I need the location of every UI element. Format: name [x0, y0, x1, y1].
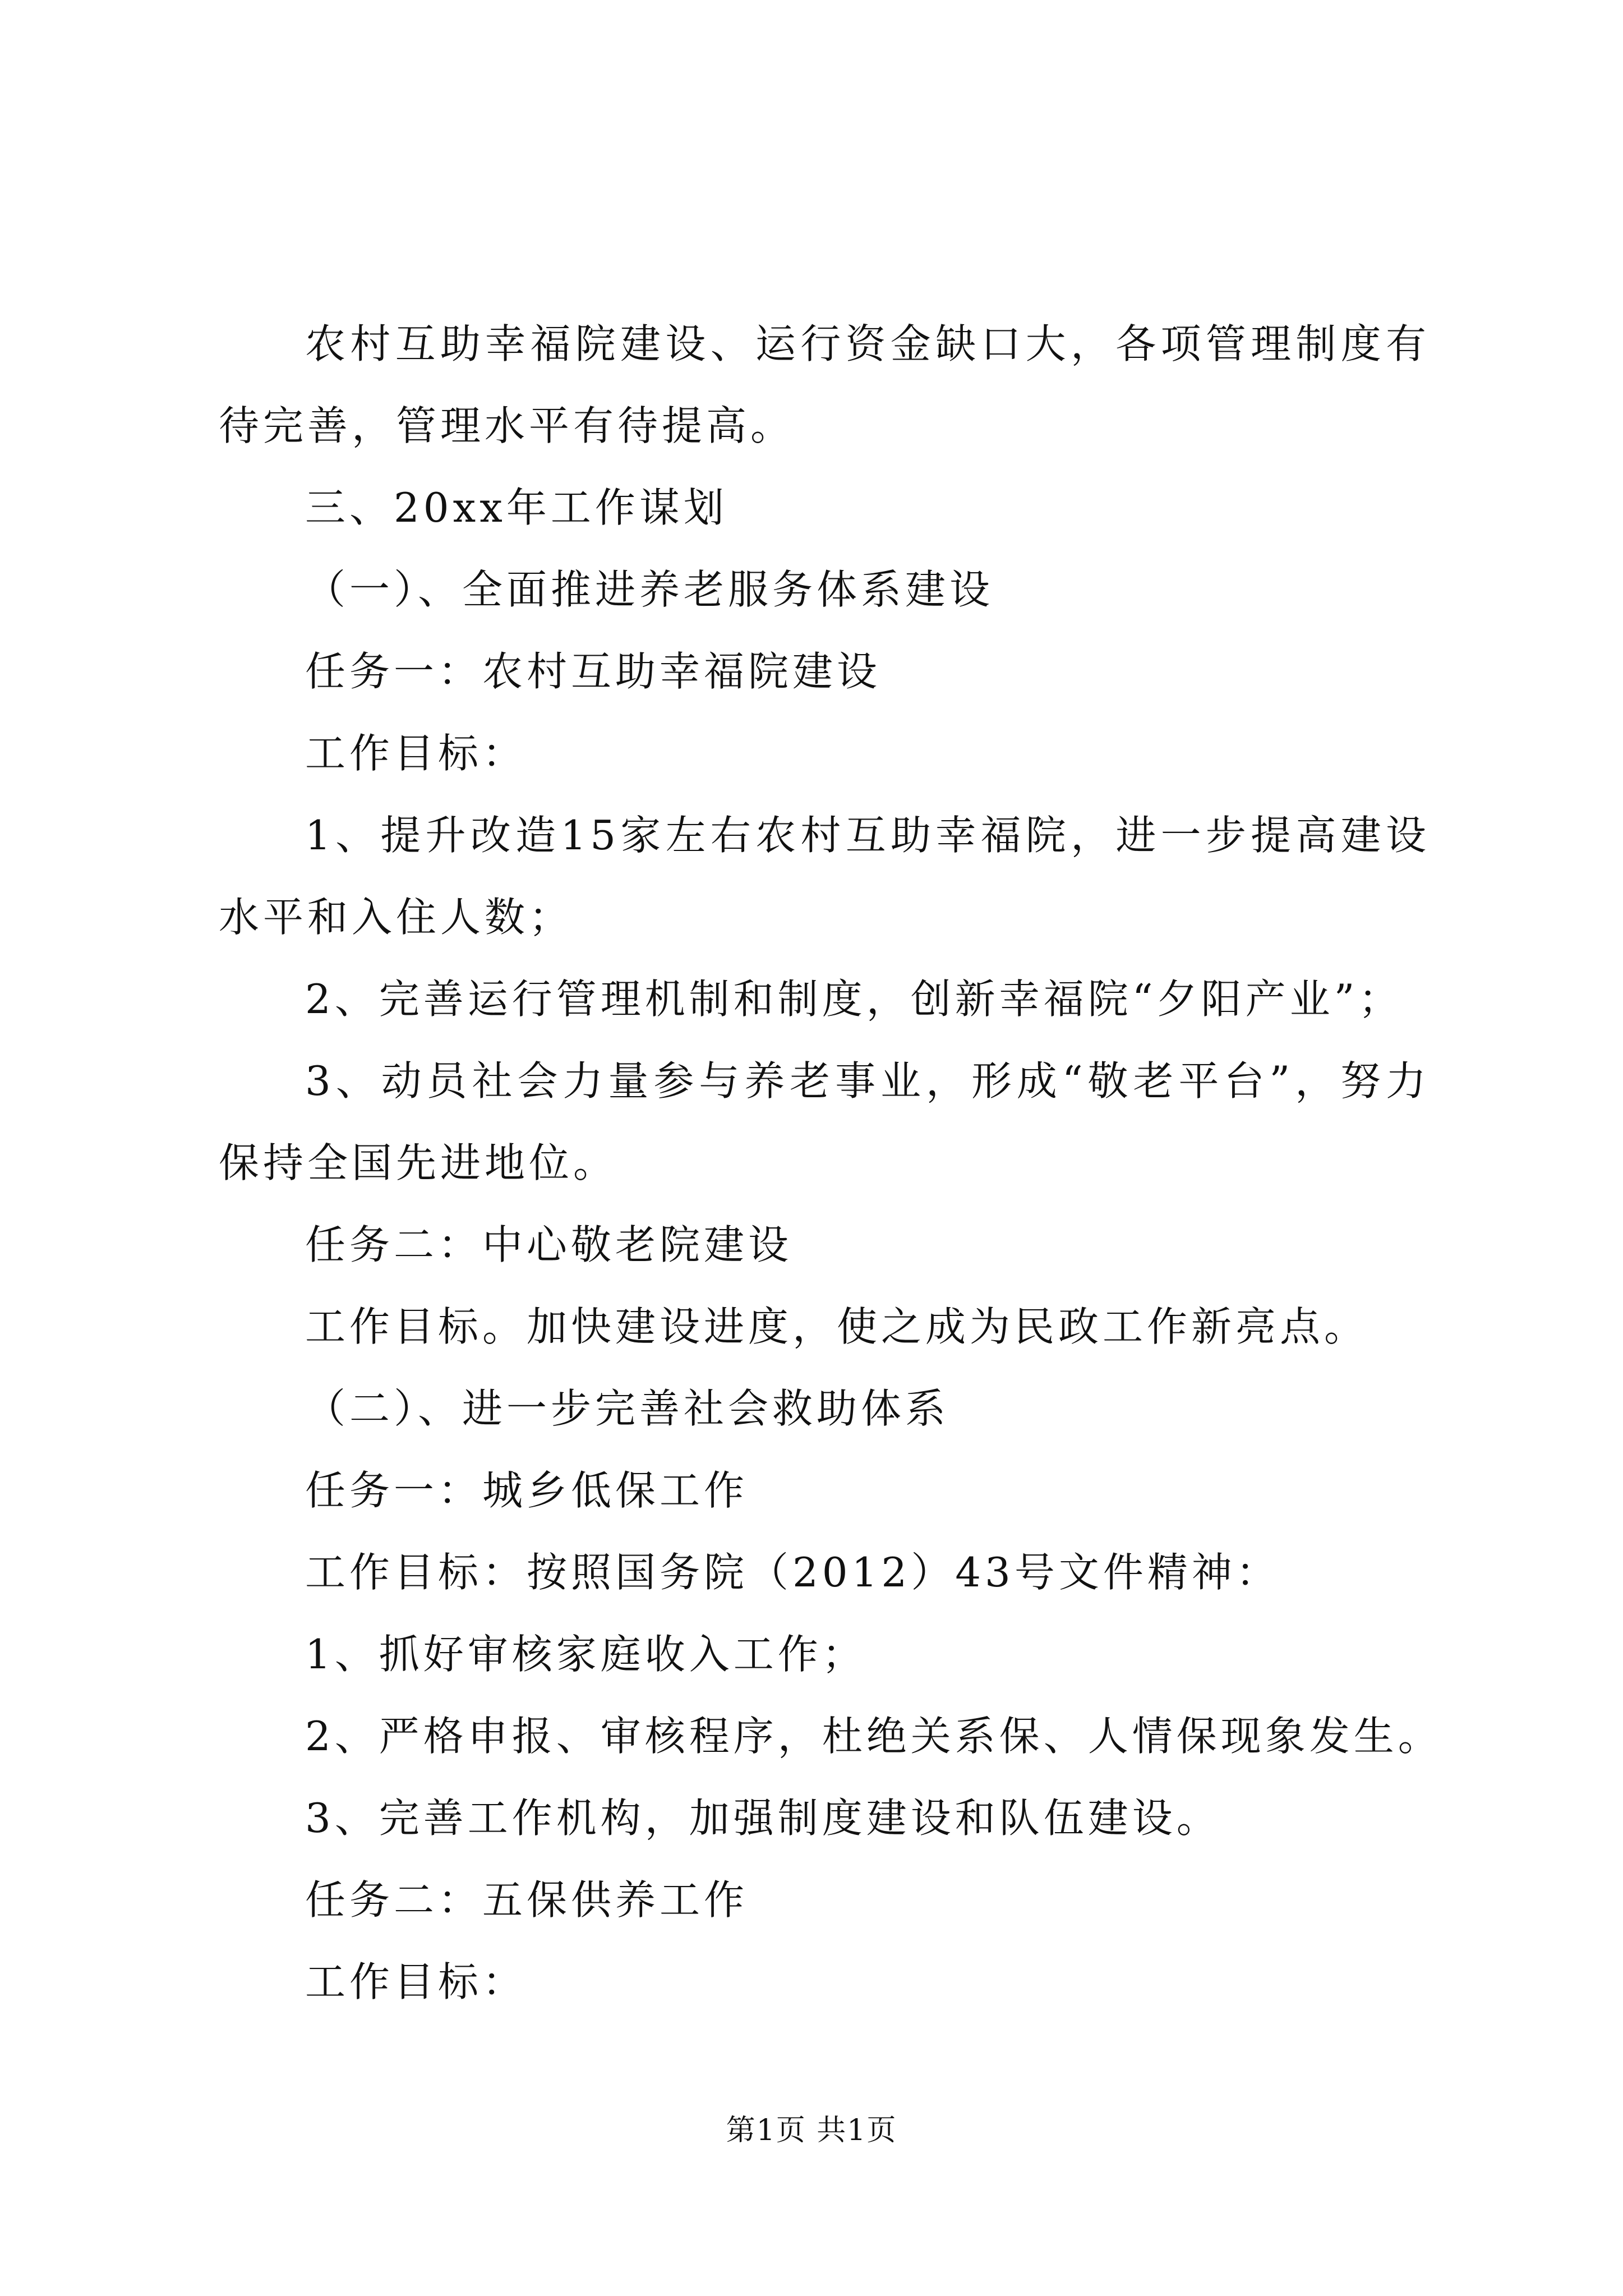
work-goal-nursing-home: 工作目标。加快建设进度，使之成为民政工作新亮点。 [305, 1303, 1369, 1350]
task-heading-minimum-living: 任务一：城乡低保工作 [305, 1467, 749, 1514]
paragraph-funding-gap: 农村互助幸福院建设、运行资金缺口大，各项管理制度有待完善，管理水平有待提高。 [219, 320, 1430, 449]
subsection-heading-elderly-care: （一）、全面推进养老服务体系建设 [305, 566, 994, 613]
goal-item-2: 2、完善运行管理机制和制度，创新幸福院“夕阳产业”； [305, 976, 1403, 1023]
document-body [219, 303, 1442, 2023]
work-goal-label: 工作目标： [305, 730, 527, 777]
task-heading-nursing-home: 任务二：中心敬老院建设 [305, 1221, 793, 1268]
page-footer: 第1页 共1页 [726, 2114, 897, 2147]
subsection-heading-social-assistance: （二）、进一步完善社会救助体系 [305, 1385, 950, 1432]
task-heading-five-guarantees: 任务二：五保供养工作 [305, 1876, 749, 1924]
work-goal-state-council: 工作目标：按照国务院（2012）43号文件精神： [305, 1549, 1280, 1596]
goal-item-1: 1、提升改造15家左右农村互助幸福院，进一步提高建设水平和入住人数； [219, 812, 1430, 941]
goal-item-3: 3、动员社会力量参与养老事业，形成“敬老平台”，努力保持全国先进地位。 [219, 1057, 1430, 1186]
assistance-item-2: 2、严格申报、审核程序，杜绝关系保、人情保现象发生。 [305, 1713, 1442, 1760]
assistance-item-1: 1、抓好审核家庭收入工作； [305, 1631, 866, 1678]
section-heading-work-plan: 三、20xx年工作谋划 [305, 484, 728, 531]
task-heading-rural-welfare-homes: 任务一：农村互助幸福院建设 [305, 648, 882, 695]
work-goal-label-final: 工作目标： [305, 1958, 527, 2005]
assistance-item-3: 3、完善工作机构，加强制度建设和队伍建设。 [305, 1795, 1221, 1842]
